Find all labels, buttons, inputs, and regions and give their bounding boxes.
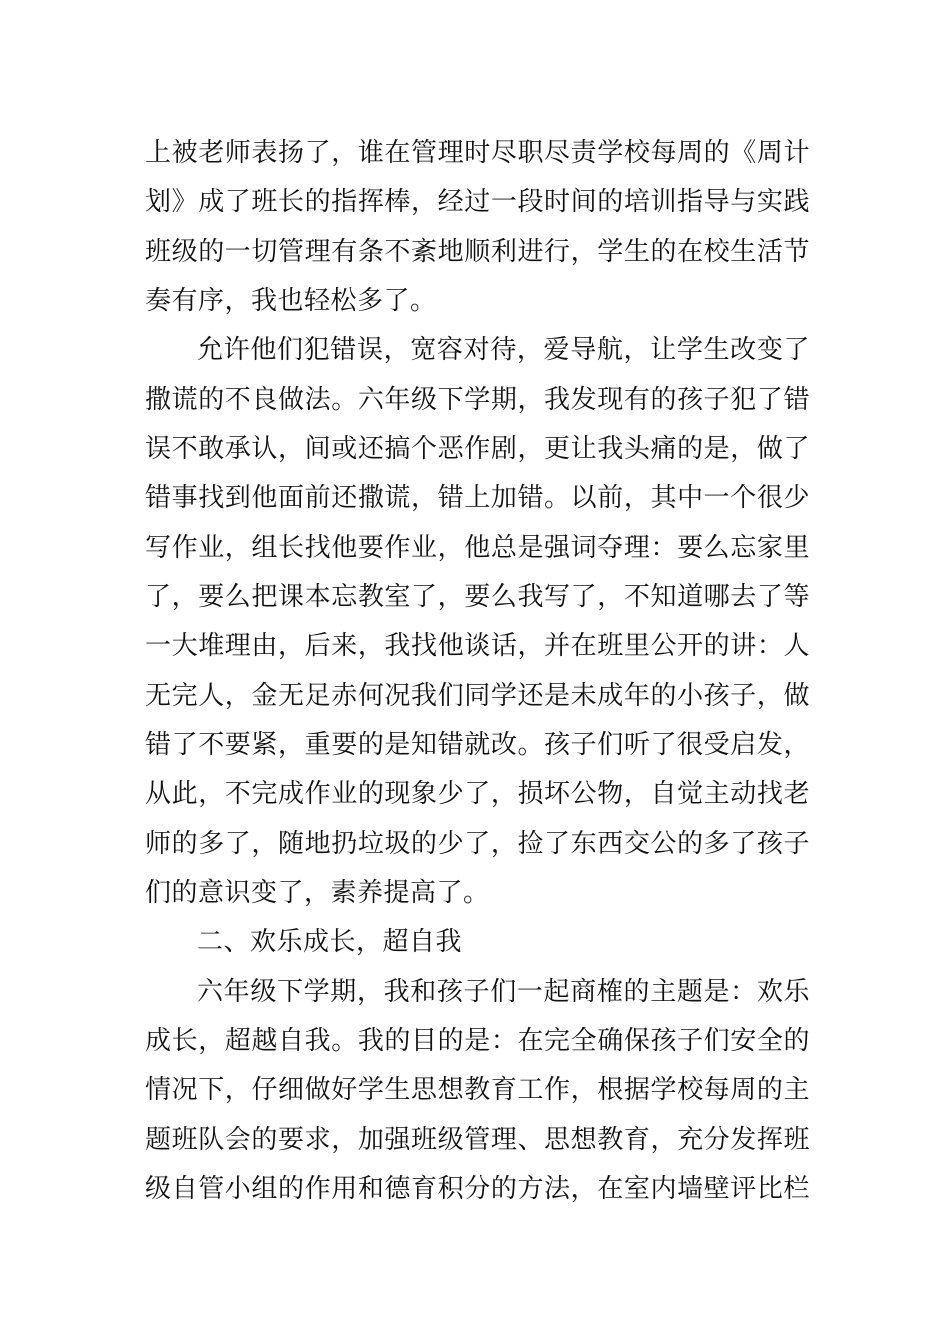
text-line: 一大堆理由，后来，我找他谈话，并在班里公开的讲：人: [145, 631, 810, 661]
text-line: 师的多了，随地扔垃圾的少了，捡了东西交公的多了孩子: [145, 829, 810, 859]
text-line: 情况下，仔细做好学生思想教育工作，根据学校每周的主: [145, 1075, 810, 1105]
text-line: 们的意识变了，素养提高了。: [145, 878, 490, 908]
paragraph-first-line: 六年级下学期，我和孩子们一起商榷的主题是：欢乐: [197, 977, 810, 1007]
text-line: 错事找到他面前还撒谎，错上加错。以前，其中一个很少: [145, 483, 810, 513]
text-line: 错了不要紧，重要的是知错就改。孩子们听了很受启发，: [145, 730, 810, 760]
section-heading: 二、欢乐成长，超自我: [197, 927, 463, 957]
text-line: 成长，超越自我。我的目的是：在完全确保孩子们安全的: [145, 1026, 810, 1056]
text-line: 从此，不完成作业的现象少了，损坏公物，自觉主动找老: [145, 779, 810, 809]
text-line: 误不敢承认，间或还搞个恶作剧，更让我头痛的是，做了: [145, 434, 810, 464]
text-line: 级自管小组的作用和德育积分的方法，在室内墙壁评比栏: [145, 1174, 810, 1204]
text-line: 撒谎的不良做法。六年级下学期，我发现有的孩子犯了错: [145, 385, 810, 415]
text-line: 了，要么把课本忘教室了，要么我写了，不知道哪去了等: [145, 582, 810, 612]
paragraph-first-line: 允许他们犯错误，宽容对待，爱导航，让学生改变了: [197, 335, 810, 365]
text-line: 题班队会的要求，加强班级管理、思想教育，充分发挥班: [145, 1125, 810, 1155]
text-line: 划》成了班长的指挥棒，经过一段时间的培训指导与实践: [145, 187, 810, 217]
text-line: 上被老师表扬了，谁在管理时尽职尽责学校每周的《周计: [145, 138, 810, 168]
text-line: 班级的一切管理有条不紊地顺利进行，学生的在校生活节: [145, 237, 810, 267]
text-line: 写作业，组长找他要作业，他总是强词夺理：要么忘家里: [145, 533, 810, 563]
text-line: 无完人，金无足赤何况我们同学还是未成年的小孩子，做: [145, 681, 810, 711]
text-line: 奏有序，我也轻松多了。: [145, 286, 437, 316]
